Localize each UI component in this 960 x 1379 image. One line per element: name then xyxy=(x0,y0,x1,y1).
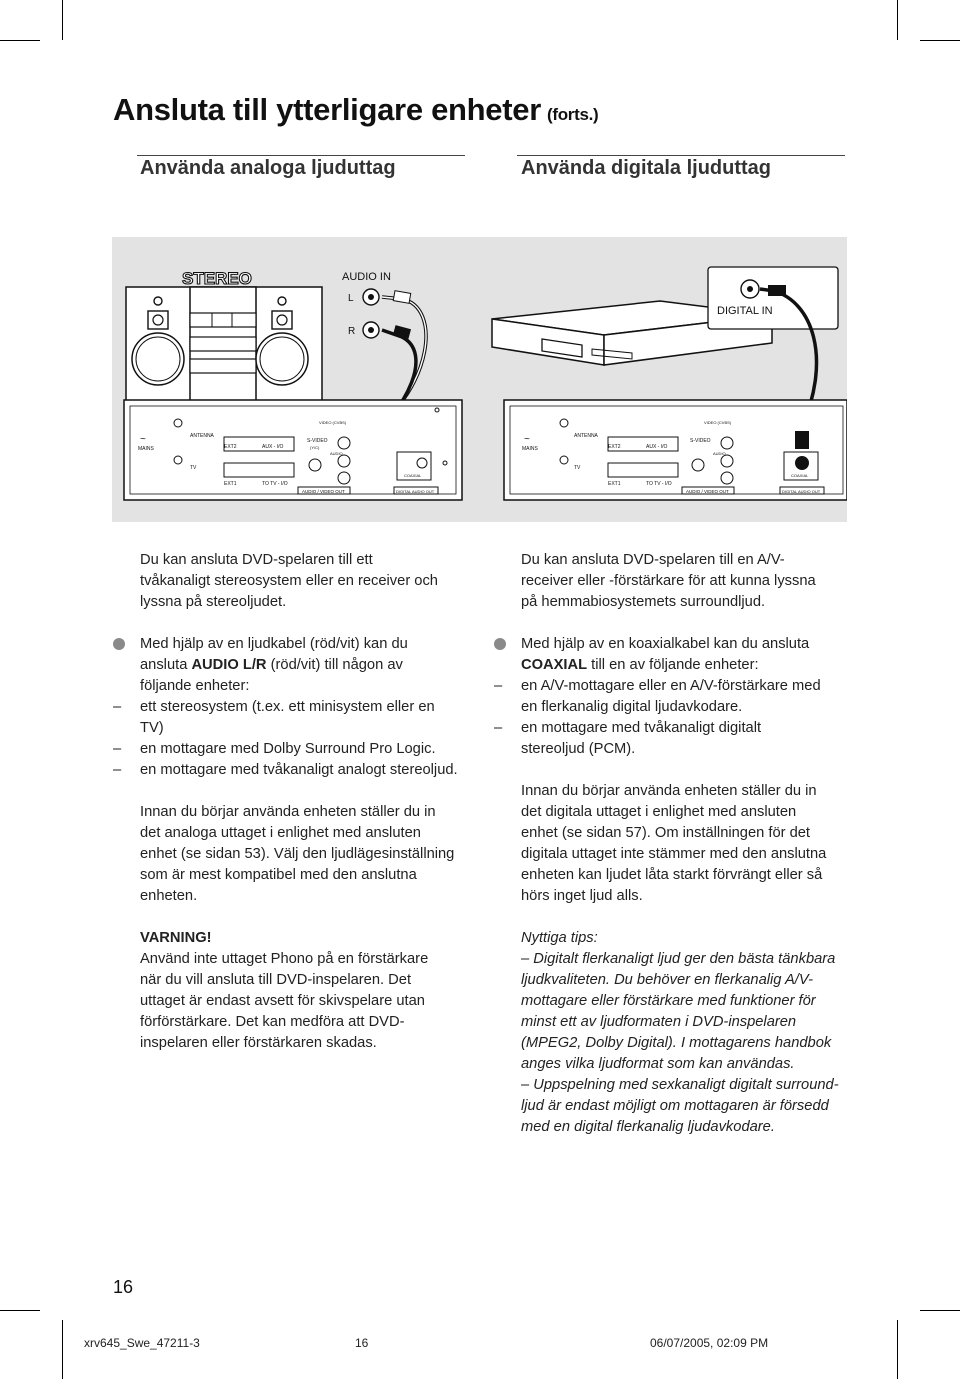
svg-text:(Y/C): (Y/C) xyxy=(310,445,320,450)
connection-diagram xyxy=(112,237,847,522)
left-intro-2: tvåkanaligt stereosystem eller en receiver och xyxy=(140,573,438,589)
svg-text:MAINS: MAINS xyxy=(138,446,154,452)
left-dash-item: – en mottagare med tvåkanaligt analogt stereoljud. xyxy=(113,762,458,778)
crop-mark xyxy=(920,40,960,41)
svg-text:TV: TV xyxy=(574,465,581,471)
svg-text:S-VIDEO: S-VIDEO xyxy=(307,438,328,444)
dvd-rear-panel-right xyxy=(504,400,847,500)
svg-text:AUDIO / VIDEO OUT: AUDIO / VIDEO OUT xyxy=(302,489,345,494)
right-intro-1: Du kan ansluta DVD-spelaren till en A/V- xyxy=(521,552,785,568)
bullet-icon xyxy=(494,638,506,650)
dvd-rear-panel-left xyxy=(124,400,462,500)
svg-text:DIGITAL AUDIO OUT: DIGITAL AUDIO OUT xyxy=(396,489,435,494)
footer-file: xrv645_Swe_47211-3 xyxy=(84,1336,200,1350)
warning-title: VARNING! xyxy=(140,930,212,946)
section-title-analog: Använda analoga ljuduttag xyxy=(140,157,396,179)
svg-text:EXT2: EXT2 xyxy=(224,444,237,450)
svg-text:DIGITAL AUDIO OUT: DIGITAL AUDIO OUT xyxy=(782,489,821,494)
section-rule-right xyxy=(517,155,845,156)
audio-r-label: R xyxy=(348,326,356,337)
svg-text:ANTENNA: ANTENNA xyxy=(574,433,598,439)
right-bullet: Med hjälp av en koaxialkabel kan du ansluta xyxy=(521,634,861,655)
svg-text:AUDIO: AUDIO xyxy=(713,451,726,456)
svg-text:ANTENNA: ANTENNA xyxy=(190,433,214,439)
right-column: Du kan ansluta DVD-spelaren till en A/V- receiver eller -förstärkare för att kunna lyssna på hemmabiosystemets surroundljud. Med hjälp av en koaxialkabel kan du ansluta COAXIAL till en av följande enheter: – en A/V-mottagare eller en A/V-förstärkare med en flerkanalig digital ljudavkodare. – en mottagare med tvåkanaligt digitalt stereoljud (PCM). Innan du börjar använda enheten ställer du in det digitala uttaget i enlighet med ansluten enhet (se sidan 57). Om inställningen för det digitala uttaget inte stämmer med den anslutna enheten kan ljudet låta starkt förvrängt eller så hörs inget ljud alls. Nyttiga tips: – Digitalt flerkanaligt ljud ger den bästa tänkbara ljudkvaliteten. Du behöver en flerkanalig A/V- mottagare eller förstärkare med funktioner för minst ett av ljudformaten i DVD-inspelaren (MPEG2, Dolby Digital). I mottagarens handbok anges vilka ljudformat som kan användas. – Uppspelning med sexkanaligt digitalt surround- ljud är endast möjligt om mottagaren är försedd med en digital flerkanalig ljudavkodare. xyxy=(521,550,861,1138)
crop-mark xyxy=(0,40,40,41)
svg-text:~: ~ xyxy=(524,434,530,445)
svg-text:VIDEO (CVBS): VIDEO (CVBS) xyxy=(704,420,732,425)
crop-mark xyxy=(897,0,898,40)
right-intro-2: receiver eller -förstärkare för att kunna lyssna xyxy=(521,573,816,589)
svg-text:MAINS: MAINS xyxy=(522,446,538,452)
digital-in-label: DIGITAL IN xyxy=(717,305,773,317)
audio-l-label: L xyxy=(348,293,354,304)
left-bullet: Med hjälp av en ljudkabel (röd/vit) kan du xyxy=(140,634,480,655)
svg-text:~: ~ xyxy=(140,434,146,445)
page-title-text: Ansluta till ytterligare enheter xyxy=(113,92,541,127)
left-intro-1: Du kan ansluta DVD-spelaren till ett xyxy=(140,552,373,568)
svg-text:COAXIAL: COAXIAL xyxy=(404,473,422,478)
svg-text:TO TV - I/O: TO TV - I/O xyxy=(262,481,288,487)
bullet-icon xyxy=(113,638,125,650)
footer-date: 06/07/2005, 02:09 PM xyxy=(650,1336,769,1350)
svg-text:S-VIDEO: S-VIDEO xyxy=(690,438,711,444)
svg-text:VIDEO (CVBS): VIDEO (CVBS) xyxy=(319,420,347,425)
left-intro-3: lyssna på stereoljudet. xyxy=(140,594,287,610)
left-dash-item: – en mottagare med Dolby Surround Pro Logic. xyxy=(113,741,436,757)
svg-text:EXT2: EXT2 xyxy=(608,444,621,450)
right-dash-item: – en mottagare med tvåkanaligt digitalt xyxy=(494,720,762,736)
crop-mark xyxy=(0,1310,40,1311)
svg-text:AUX - I/O: AUX - I/O xyxy=(646,444,668,450)
page-number: 16 xyxy=(113,1277,134,1297)
svg-text:AUX - I/O: AUX - I/O xyxy=(262,444,284,450)
svg-text:EXT1: EXT1 xyxy=(608,481,621,487)
audio-lr-label: AUDIO L/R xyxy=(191,657,267,673)
page-title xyxy=(113,92,598,128)
section-rule-left xyxy=(137,155,465,156)
tips-title: Nyttiga tips: xyxy=(521,930,598,946)
svg-text:AUDIO: AUDIO xyxy=(330,451,343,456)
svg-text:TV: TV xyxy=(190,465,197,471)
left-dash-item: – ett stereosystem (t.ex. ett minisystem eller en xyxy=(113,699,435,715)
left-column: Du kan ansluta DVD-spelaren till ett tvåkanaligt stereosystem eller en receiver och lyssna på stereoljudet. Med hjälp av en ljudkabel (röd/vit) kan du ansluta AUDIO L/R (röd/vit) till någon av följande enheter: – ett stereosystem (t.ex. ett minisystem eller en TV) – en mottagare med Dolby Surround Pro Logic. – en mottagare med tvåkanaligt analogt stereoljud. Innan du börjar använda enheten ställer du in det analoga uttaget i enlighet med ansluten enhet (se sidan 53). Välj den ljudlägesinställning som är mest kompatibel med den anslutna enheten. VARNING! Använd inte uttaget Phono på en förstärkare när du vill ansluta till DVD-inspelaren. Det uttaget är endast avsett för skivspelare utan förförstärkare. Det kan medföra att DVD- inspelaren eller förstärkaren skadas. xyxy=(140,550,480,1054)
svg-text:EXT1: EXT1 xyxy=(224,481,237,487)
crop-mark xyxy=(62,0,63,40)
svg-text:TO TV - I/O: TO TV - I/O xyxy=(646,481,672,487)
footer-page: 16 xyxy=(355,1336,369,1350)
audio-in-label: AUDIO IN xyxy=(342,271,391,283)
stereo-label: STEREO xyxy=(182,269,252,288)
section-title-digital: Använda digitala ljuduttag xyxy=(521,157,772,179)
svg-text:COAXIAL: COAXIAL xyxy=(791,473,809,478)
svg-text:AUDIO / VIDEO OUT: AUDIO / VIDEO OUT xyxy=(686,489,729,494)
right-dash-item: – en A/V-mottagare eller en A/V-förstärkare med xyxy=(494,678,821,694)
crop-mark xyxy=(920,1310,960,1311)
page-title-suffix: (forts.) xyxy=(546,105,599,124)
crop-mark xyxy=(897,1320,898,1379)
coaxial-label: COAXIAL xyxy=(521,657,588,673)
crop-mark xyxy=(62,1320,63,1379)
right-intro-3: på hemmabiosystemets surroundljud. xyxy=(521,594,766,610)
